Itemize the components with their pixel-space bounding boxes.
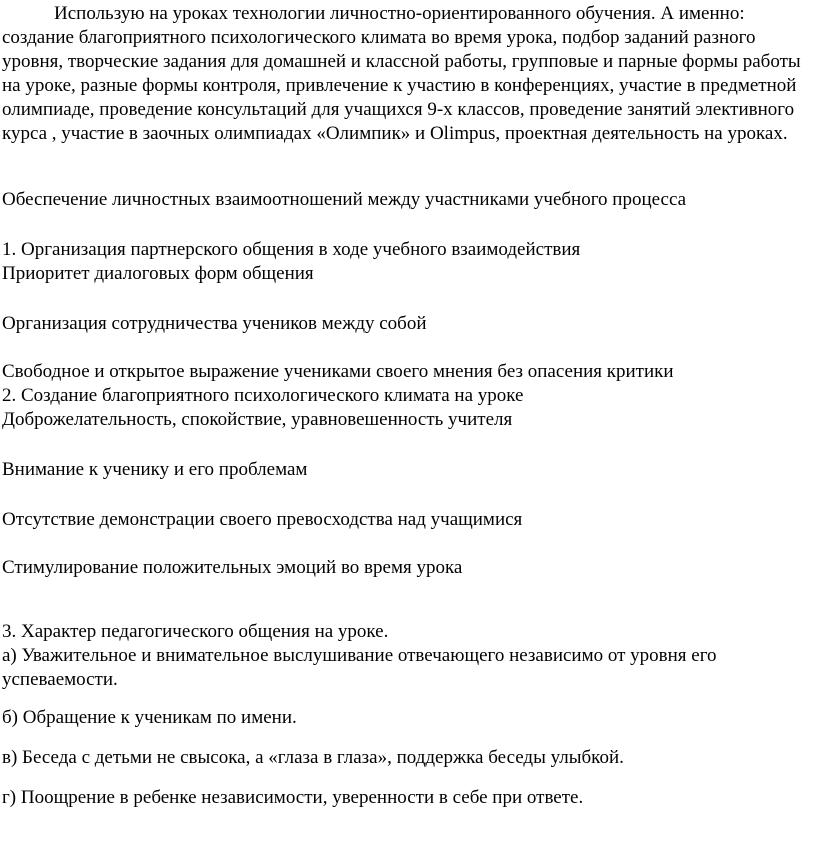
item-1-point-2: Организация сотрудничества учеников между собой — [2, 313, 427, 334]
section-heading: Обеспечение личностных взаимоотношений между участниками учебного процесса — [2, 189, 687, 210]
item-3-title: 3. Характер педагогического общения на уроке. — [2, 621, 389, 642]
item-1-point-3: Свободное и открытое выражение учениками своего мнения без опасения критики — [2, 361, 674, 382]
item-3-point-d: г) Поощрение в ребенке независимости, уверенности в себе при ответе. — [2, 787, 584, 808]
item-2-point-1: Доброжелательность, спокойствие, уравновешенность учителя — [2, 409, 513, 430]
item-3-point-b: б) Обращение к ученикам по имени. — [2, 707, 297, 728]
item-1-title: 1. Организация партнерского общения в ходе учебного взаимодействия — [2, 239, 581, 260]
item-3-point-c: в) Беседа с детьми не свысока, а «глаза в глаза», поддержка беседы улыбкой. — [2, 747, 624, 768]
item-2-title: 2. Создание благоприятного психологического климата на уроке — [2, 385, 524, 406]
item-1-point-1: Приоритет диалоговых форм общения — [2, 263, 314, 284]
item-2-point-2: Внимание к ученику и его проблемам — [2, 459, 308, 480]
intro-paragraph: Использую на уроках технологии личностно-ориентированного обучения. А именно: создание благоприятного психологического климата во время урока, подбор заданий разного уровня, творческие задания для домашней и классной работы, групповые и парные формы работы на уроке, разные формы контроля, привлечение к участию в конференциях, участие в предметной олимпиаде, проведение консультаций для учащихся 9-х классов, проведение занятий элективного курса , участие в заочных олимпиадах «Олимпик» и Olimpus, проектная деятельность на уроках. — [2, 3, 801, 144]
item-2-point-4: Стимулирование положительных эмоций во время урока — [2, 557, 463, 578]
item-3-point-a: а) Уважительное и внимательное выслушивание отвечающего независимо от уровня его успеваемости. — [2, 645, 717, 690]
item-2-point-3: Отсутствие демонстрации своего превосходства над учащимися — [2, 509, 523, 530]
